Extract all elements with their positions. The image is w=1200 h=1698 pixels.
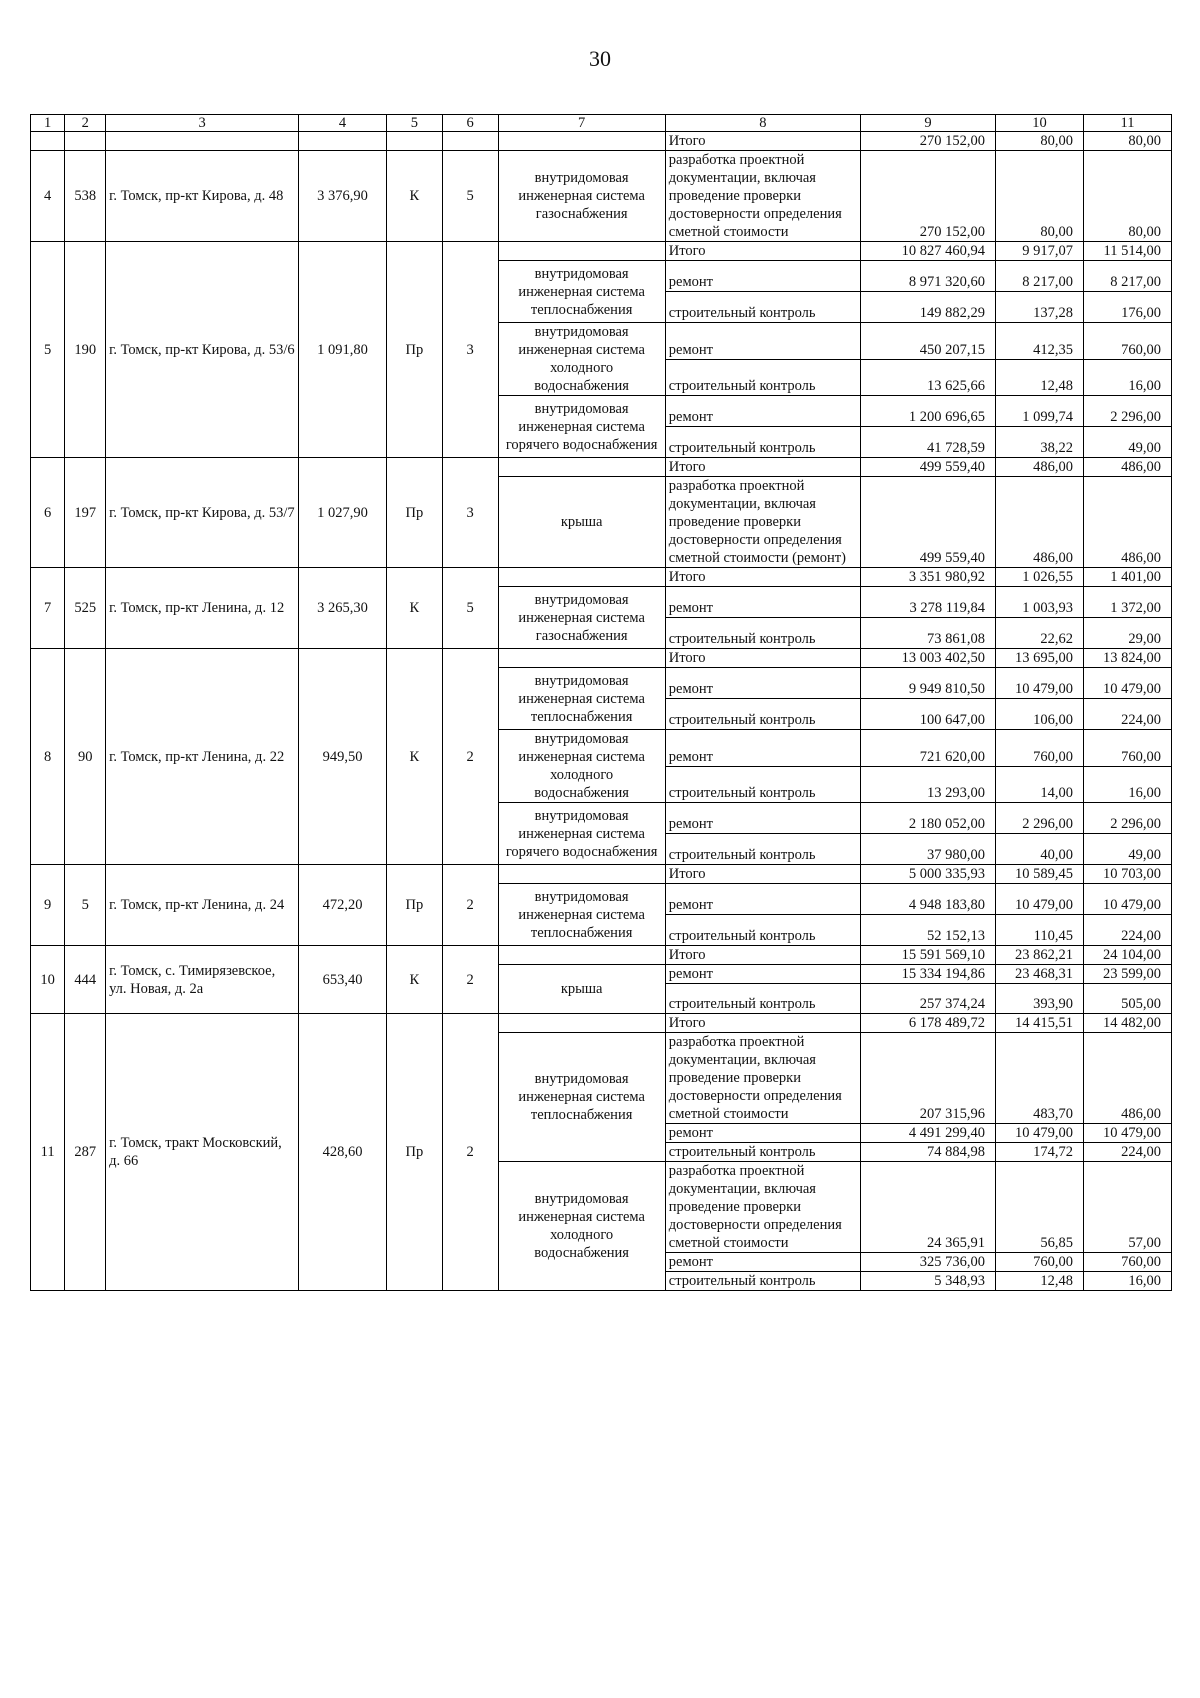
work-limit: 760,00 xyxy=(1083,323,1171,360)
work-limit: 16,00 xyxy=(1083,766,1171,803)
total-limit: 14 482,00 xyxy=(1083,1014,1171,1033)
total-cost: 13 003 402,50 xyxy=(860,649,995,668)
work-limit: 29,00 xyxy=(1083,618,1171,649)
register-number xyxy=(65,132,106,151)
work-cost: 2 180 052,00 xyxy=(860,803,995,834)
address: г. Томск, пр-кт Кирова, д. 53/7 xyxy=(106,458,299,568)
work-type: ремонт xyxy=(665,587,860,618)
work-type: строительный контроль xyxy=(665,1143,860,1162)
row-number: 4 xyxy=(31,151,65,242)
system-name: внутридомовая инженерная система теплоснабжения xyxy=(498,261,665,323)
work-limit: 1 372,00 xyxy=(1083,587,1171,618)
system-name: внутридомовая инженерная система холодного водоснабжения xyxy=(498,1162,665,1291)
row-number: 6 xyxy=(31,458,65,568)
row-number: 5 xyxy=(31,242,65,458)
floors-value: 2 xyxy=(442,649,498,865)
work-type: ремонт xyxy=(665,730,860,767)
column-header: 9 xyxy=(860,115,995,132)
register-number: 525 xyxy=(65,568,106,649)
column-header: 2 xyxy=(65,115,106,132)
total-unit-cost: 10 589,45 xyxy=(996,865,1084,884)
total-unit-cost: 9 917,07 xyxy=(996,242,1084,261)
work-cost: 41 728,59 xyxy=(860,427,995,458)
total-row xyxy=(31,242,1172,261)
work-limit: 760,00 xyxy=(1083,1253,1171,1272)
work-unit-cost: 23 468,31 xyxy=(996,965,1084,984)
floors-value: 5 xyxy=(442,568,498,649)
area-value xyxy=(299,132,387,151)
system-name: внутридомовая инженерная система холодного водоснабжения xyxy=(498,323,665,396)
work-type: ремонт xyxy=(665,965,860,984)
total-label: Итого xyxy=(665,242,860,261)
empty-cell xyxy=(498,242,665,261)
work-limit: 16,00 xyxy=(1083,1272,1171,1291)
work-limit: 486,00 xyxy=(1083,477,1171,568)
work-type: ремонт xyxy=(665,803,860,834)
system-name: внутридомовая инженерная система газоснабжения xyxy=(498,587,665,649)
header-row xyxy=(31,115,1172,132)
total-limit: 24 104,00 xyxy=(1083,946,1171,965)
area-value: 3 376,90 xyxy=(299,151,387,242)
floors-value: 3 xyxy=(442,242,498,458)
system-name: крыша xyxy=(498,477,665,568)
work-limit: 2 296,00 xyxy=(1083,803,1171,834)
work-limit: 176,00 xyxy=(1083,292,1171,323)
floors-value: 2 xyxy=(442,865,498,946)
register-number: 287 xyxy=(65,1014,106,1291)
work-unit-cost: 12,48 xyxy=(996,1272,1084,1291)
empty-cell xyxy=(498,1014,665,1033)
area-value: 1 091,80 xyxy=(299,242,387,458)
row-number: 9 xyxy=(31,865,65,946)
register-number: 190 xyxy=(65,242,106,458)
total-row xyxy=(31,1014,1172,1033)
type-value: К xyxy=(387,649,443,865)
work-unit-cost: 760,00 xyxy=(996,1253,1084,1272)
work-limit: 486,00 xyxy=(1083,1033,1171,1124)
work-cost: 73 861,08 xyxy=(860,618,995,649)
work-unit-cost: 10 479,00 xyxy=(996,884,1084,915)
column-header: 4 xyxy=(299,115,387,132)
area-value: 3 265,30 xyxy=(299,568,387,649)
work-cost: 5 348,93 xyxy=(860,1272,995,1291)
system-name: внутридомовая инженерная система теплоснабжения xyxy=(498,884,665,946)
total-row xyxy=(31,865,1172,884)
address xyxy=(106,132,299,151)
register-number: 90 xyxy=(65,649,106,865)
work-unit-cost: 56,85 xyxy=(996,1162,1084,1253)
work-type: ремонт xyxy=(665,1124,860,1143)
work-limit: 8 217,00 xyxy=(1083,261,1171,292)
work-type: ремонт xyxy=(665,884,860,915)
work-cost: 3 278 119,84 xyxy=(860,587,995,618)
total-limit: 486,00 xyxy=(1083,458,1171,477)
address: г. Томск, пр-кт Ленина, д. 24 xyxy=(106,865,299,946)
work-cost: 13 625,66 xyxy=(860,359,995,396)
column-header: 8 xyxy=(665,115,860,132)
total-label: Итого xyxy=(665,649,860,668)
total-cost: 499 559,40 xyxy=(860,458,995,477)
work-limit: 49,00 xyxy=(1083,427,1171,458)
work-type: ремонт xyxy=(665,668,860,699)
column-header: 5 xyxy=(387,115,443,132)
work-type: строительный контроль xyxy=(665,766,860,803)
total-unit-cost: 486,00 xyxy=(996,458,1084,477)
work-limit: 10 479,00 xyxy=(1083,884,1171,915)
work-cost: 257 374,24 xyxy=(860,984,995,1014)
total-row xyxy=(31,458,1172,477)
total-label: Итого xyxy=(665,946,860,965)
work-unit-cost: 80,00 xyxy=(996,151,1084,242)
total-unit-cost: 14 415,51 xyxy=(996,1014,1084,1033)
work-limit: 49,00 xyxy=(1083,834,1171,865)
work-cost: 149 882,29 xyxy=(860,292,995,323)
work-limit: 23 599,00 xyxy=(1083,965,1171,984)
area-value: 949,50 xyxy=(299,649,387,865)
register-number: 538 xyxy=(65,151,106,242)
register-number: 444 xyxy=(65,946,106,1014)
work-type: ремонт xyxy=(665,1253,860,1272)
total-cost: 15 591 569,10 xyxy=(860,946,995,965)
floors-value: 2 xyxy=(442,946,498,1014)
system-name: внутридомовая инженерная система горячего водоснабжения xyxy=(498,396,665,458)
work-unit-cost: 14,00 xyxy=(996,766,1084,803)
row-number: 7 xyxy=(31,568,65,649)
floors-value: 2 xyxy=(442,1014,498,1291)
total-label: Итого xyxy=(665,865,860,884)
total-label: Итого xyxy=(665,132,860,151)
work-cost: 24 365,91 xyxy=(860,1162,995,1253)
work-cost: 1 200 696,65 xyxy=(860,396,995,427)
empty-cell xyxy=(498,568,665,587)
address: г. Томск, с. Тимирязевское, ул. Новая, д. 2а xyxy=(106,946,299,1014)
work-unit-cost: 40,00 xyxy=(996,834,1084,865)
column-header: 7 xyxy=(498,115,665,132)
address: г. Томск, пр-кт Ленина, д. 12 xyxy=(106,568,299,649)
work-type: строительный контроль xyxy=(665,359,860,396)
floors-value: 3 xyxy=(442,458,498,568)
work-type: строительный контроль xyxy=(665,292,860,323)
work-cost: 52 152,13 xyxy=(860,915,995,946)
type-value: Пр xyxy=(387,458,443,568)
total-unit-cost: 1 026,55 xyxy=(996,568,1084,587)
register-number: 197 xyxy=(65,458,106,568)
total-limit: 80,00 xyxy=(1083,132,1171,151)
area-value: 428,60 xyxy=(299,1014,387,1291)
work-type: разработка проектной документации, включая проведение проверки достоверности определения сметной стоимости xyxy=(665,1162,860,1253)
work-limit: 2 296,00 xyxy=(1083,396,1171,427)
page-number: 30 xyxy=(589,46,611,71)
work-type: разработка проектной документации, включая проведение проверки достоверности определения сметной стоимости xyxy=(665,151,860,242)
column-header: 1 xyxy=(31,115,65,132)
work-type: строительный контроль xyxy=(665,699,860,730)
total-cost: 3 351 980,92 xyxy=(860,568,995,587)
work-cost: 8 971 320,60 xyxy=(860,261,995,292)
work-cost: 9 949 810,50 xyxy=(860,668,995,699)
work-unit-cost: 110,45 xyxy=(996,915,1084,946)
work-type: разработка проектной документации, включая проведение проверки достоверности определения сметной стоимости xyxy=(665,1033,860,1124)
work-cost: 721 620,00 xyxy=(860,730,995,767)
work-cost: 450 207,15 xyxy=(860,323,995,360)
work-cost: 13 293,00 xyxy=(860,766,995,803)
type-value: Пр xyxy=(387,865,443,946)
work-unit-cost: 12,48 xyxy=(996,359,1084,396)
work-type: строительный контроль xyxy=(665,915,860,946)
type-value: Пр xyxy=(387,1014,443,1291)
empty-cell xyxy=(498,132,665,151)
work-limit: 760,00 xyxy=(1083,730,1171,767)
total-row xyxy=(31,132,1172,151)
work-unit-cost: 2 296,00 xyxy=(996,803,1084,834)
total-limit: 10 703,00 xyxy=(1083,865,1171,884)
total-cost: 270 152,00 xyxy=(860,132,995,151)
column-header: 11 xyxy=(1083,115,1171,132)
total-limit: 13 824,00 xyxy=(1083,649,1171,668)
work-cost: 15 334 194,86 xyxy=(860,965,995,984)
address: г. Томск, пр-кт Кирова, д. 53/6 xyxy=(106,242,299,458)
floors-value xyxy=(442,132,498,151)
row-number xyxy=(31,132,65,151)
work-type: ремонт xyxy=(665,323,860,360)
work-limit: 80,00 xyxy=(1083,151,1171,242)
work-type: строительный контроль xyxy=(665,427,860,458)
type-value: Пр xyxy=(387,242,443,458)
work-unit-cost: 10 479,00 xyxy=(996,1124,1084,1143)
work-cost: 74 884,98 xyxy=(860,1143,995,1162)
total-limit: 1 401,00 xyxy=(1083,568,1171,587)
type-value xyxy=(387,132,443,151)
work-limit: 57,00 xyxy=(1083,1162,1171,1253)
total-row xyxy=(31,946,1172,965)
system-name: внутридомовая инженерная система теплоснабжения xyxy=(498,1033,665,1162)
work-cost: 207 315,96 xyxy=(860,1033,995,1124)
work-type: строительный контроль xyxy=(665,1272,860,1291)
work-unit-cost: 412,35 xyxy=(996,323,1084,360)
total-label: Итого xyxy=(665,458,860,477)
work-type: строительный контроль xyxy=(665,984,860,1014)
system-name: крыша xyxy=(498,965,665,1014)
work-cost: 4 948 183,80 xyxy=(860,884,995,915)
total-label: Итого xyxy=(665,1014,860,1033)
total-unit-cost: 80,00 xyxy=(996,132,1084,151)
register-number: 5 xyxy=(65,865,106,946)
address: г. Томск, пр-кт Ленина, д. 22 xyxy=(106,649,299,865)
work-type: ремонт xyxy=(665,261,860,292)
work-unit-cost: 8 217,00 xyxy=(996,261,1084,292)
total-limit: 11 514,00 xyxy=(1083,242,1171,261)
total-cost: 5 000 335,93 xyxy=(860,865,995,884)
area-value: 653,40 xyxy=(299,946,387,1014)
total-row xyxy=(31,649,1172,668)
work-unit-cost: 760,00 xyxy=(996,730,1084,767)
work-unit-cost: 1 099,74 xyxy=(996,396,1084,427)
work-cost: 325 736,00 xyxy=(860,1253,995,1272)
work-type: строительный контроль xyxy=(665,618,860,649)
system-name: внутридомовая инженерная система газоснабжения xyxy=(498,151,665,242)
type-value: К xyxy=(387,151,443,242)
work-limit: 10 479,00 xyxy=(1083,668,1171,699)
work-unit-cost: 486,00 xyxy=(996,477,1084,568)
row-number: 11 xyxy=(31,1014,65,1291)
area-value: 1 027,90 xyxy=(299,458,387,568)
type-value: К xyxy=(387,568,443,649)
work-limit: 16,00 xyxy=(1083,359,1171,396)
work-unit-cost: 106,00 xyxy=(996,699,1084,730)
system-name: внутридомовая инженерная система холодного водоснабжения xyxy=(498,730,665,803)
work-unit-cost: 137,28 xyxy=(996,292,1084,323)
work-cost: 499 559,40 xyxy=(860,477,995,568)
work-unit-cost: 174,72 xyxy=(996,1143,1084,1162)
work-limit: 505,00 xyxy=(1083,984,1171,1014)
work-unit-cost: 22,62 xyxy=(996,618,1084,649)
work-cost: 100 647,00 xyxy=(860,699,995,730)
floors-value: 5 xyxy=(442,151,498,242)
empty-cell xyxy=(498,458,665,477)
work-unit-cost: 1 003,93 xyxy=(996,587,1084,618)
capital-repair-table xyxy=(30,114,1172,1291)
column-header: 6 xyxy=(442,115,498,132)
total-cost: 6 178 489,72 xyxy=(860,1014,995,1033)
work-limit: 10 479,00 xyxy=(1083,1124,1171,1143)
work-row xyxy=(31,151,1172,242)
address: г. Томск, тракт Московский, д. 66 xyxy=(106,1014,299,1291)
work-cost: 37 980,00 xyxy=(860,834,995,865)
column-header: 10 xyxy=(996,115,1084,132)
work-unit-cost: 393,90 xyxy=(996,984,1084,1014)
work-cost: 4 491 299,40 xyxy=(860,1124,995,1143)
type-value: К xyxy=(387,946,443,1014)
area-value: 472,20 xyxy=(299,865,387,946)
work-limit: 224,00 xyxy=(1083,1143,1171,1162)
total-row xyxy=(31,568,1172,587)
column-header: 3 xyxy=(106,115,299,132)
total-label: Итого xyxy=(665,568,860,587)
work-type: разработка проектной документации, включая проведение проверки достоверности определения сметной стоимости (ремонт) xyxy=(665,477,860,568)
row-number: 10 xyxy=(31,946,65,1014)
work-unit-cost: 483,70 xyxy=(996,1033,1084,1124)
work-limit: 224,00 xyxy=(1083,699,1171,730)
work-unit-cost: 10 479,00 xyxy=(996,668,1084,699)
total-cost: 10 827 460,94 xyxy=(860,242,995,261)
row-number: 8 xyxy=(31,649,65,865)
work-cost: 270 152,00 xyxy=(860,151,995,242)
total-unit-cost: 23 862,21 xyxy=(996,946,1084,965)
system-name: внутридомовая инженерная система горячего водоснабжения xyxy=(498,803,665,865)
empty-cell xyxy=(498,865,665,884)
address: г. Томск, пр-кт Кирова, д. 48 xyxy=(106,151,299,242)
work-limit: 224,00 xyxy=(1083,915,1171,946)
empty-cell xyxy=(498,946,665,965)
total-unit-cost: 13 695,00 xyxy=(996,649,1084,668)
system-name: внутридомовая инженерная система теплоснабжения xyxy=(498,668,665,730)
empty-cell xyxy=(498,649,665,668)
work-unit-cost: 38,22 xyxy=(996,427,1084,458)
work-type: ремонт xyxy=(665,396,860,427)
work-type: строительный контроль xyxy=(665,834,860,865)
